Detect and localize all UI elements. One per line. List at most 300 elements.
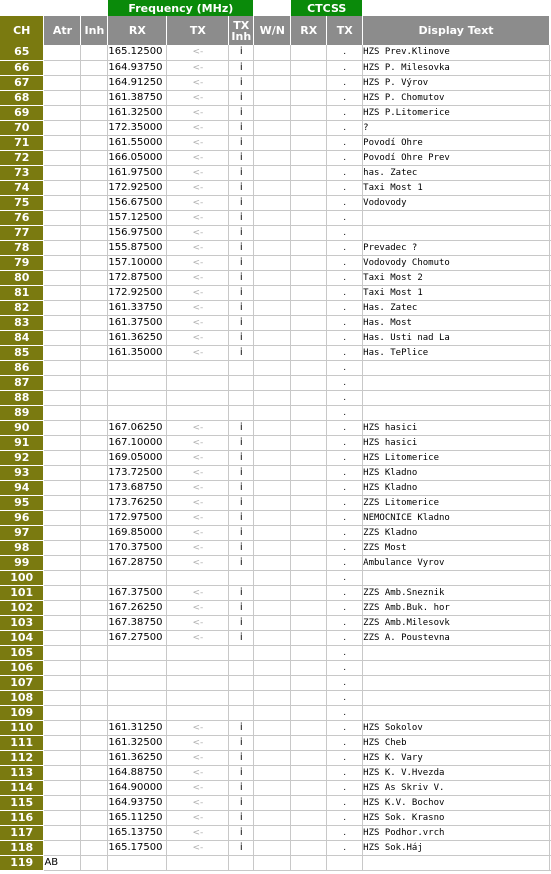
tx-frequency-cell[interactable]: <-	[167, 165, 229, 180]
tx-frequency-cell[interactable]	[167, 645, 229, 660]
inhibit-cell[interactable]	[81, 780, 108, 795]
channel-number-cell[interactable]: 114	[0, 780, 44, 795]
channel-number-cell[interactable]: 110	[0, 720, 44, 735]
display-text-cell[interactable]: HZS Sok. Krasno	[363, 810, 550, 825]
wide-narrow-cell[interactable]	[254, 225, 291, 240]
ctcss-rx-cell[interactable]	[291, 765, 327, 780]
inhibit-cell[interactable]	[81, 120, 108, 135]
tx-inhibit-cell[interactable]	[229, 675, 254, 690]
inhibit-cell[interactable]	[81, 345, 108, 360]
ctcss-rx-cell[interactable]	[291, 60, 327, 75]
display-text-cell[interactable]	[363, 690, 550, 705]
rx-frequency-cell[interactable]: 170.37500	[108, 540, 167, 555]
tx-frequency-cell[interactable]	[167, 855, 229, 870]
rx-frequency-cell[interactable]: 164.90000	[108, 780, 167, 795]
display-text-cell[interactable]	[363, 705, 550, 720]
rx-frequency-cell[interactable]: 172.35000	[108, 120, 167, 135]
tx-frequency-cell[interactable]: <-	[167, 555, 229, 570]
ctcss-rx-cell[interactable]	[291, 780, 327, 795]
table-row[interactable]	[0, 345, 551, 360]
attribute-cell[interactable]	[44, 465, 81, 480]
channel-number-cell[interactable]: 76	[0, 210, 44, 225]
tx-frequency-cell[interactable]	[167, 675, 229, 690]
ctcss-rx-cell[interactable]	[291, 420, 327, 435]
attribute-cell[interactable]	[44, 450, 81, 465]
tx-inhibit-cell[interactable]	[229, 570, 254, 585]
display-text-cell[interactable]: HZS P. Milesovka	[363, 60, 550, 75]
ctcss-tx-cell[interactable]: .	[327, 390, 363, 405]
rx-frequency-cell[interactable]: 157.12500	[108, 210, 167, 225]
table-row[interactable]	[0, 330, 551, 345]
wide-narrow-cell[interactable]	[254, 570, 291, 585]
tx-frequency-cell[interactable]: <-	[167, 435, 229, 450]
table-row[interactable]	[0, 375, 551, 390]
display-text-cell[interactable]: HZS Litomerice	[363, 450, 550, 465]
tx-inhibit-cell[interactable]: i	[229, 315, 254, 330]
tx-inhibit-cell[interactable]	[229, 705, 254, 720]
inhibit-cell[interactable]	[81, 705, 108, 720]
tx-frequency-cell[interactable]	[167, 375, 229, 390]
ctcss-tx-cell[interactable]: .	[327, 60, 363, 75]
channel-number-cell[interactable]: 72	[0, 150, 44, 165]
rx-frequency-cell[interactable]: 164.93750	[108, 60, 167, 75]
inhibit-cell[interactable]	[81, 825, 108, 840]
ctcss-rx-cell[interactable]	[291, 360, 327, 375]
attribute-cell[interactable]	[44, 270, 81, 285]
channel-number-cell[interactable]: 119	[0, 855, 44, 870]
inhibit-cell[interactable]	[81, 735, 108, 750]
table-row[interactable]	[0, 525, 551, 540]
ctcss-rx-cell[interactable]	[291, 630, 327, 645]
display-text-cell[interactable]	[363, 675, 550, 690]
ctcss-tx-cell[interactable]: .	[327, 540, 363, 555]
attribute-cell[interactable]	[44, 750, 81, 765]
inhibit-cell[interactable]	[81, 585, 108, 600]
tx-inhibit-cell[interactable]: i	[229, 720, 254, 735]
table-row[interactable]	[0, 765, 551, 780]
attribute-cell[interactable]	[44, 300, 81, 315]
channel-number-cell[interactable]: 88	[0, 390, 44, 405]
wide-narrow-cell[interactable]	[254, 120, 291, 135]
ctcss-rx-cell[interactable]	[291, 285, 327, 300]
attribute-cell[interactable]	[44, 360, 81, 375]
channel-number-cell[interactable]: 87	[0, 375, 44, 390]
channel-number-cell[interactable]: 116	[0, 810, 44, 825]
ctcss-tx-cell[interactable]: .	[327, 675, 363, 690]
channel-number-cell[interactable]: 106	[0, 660, 44, 675]
tx-frequency-cell[interactable]	[167, 570, 229, 585]
wide-narrow-cell[interactable]	[254, 240, 291, 255]
display-text-cell[interactable]	[363, 210, 550, 225]
table-row[interactable]	[0, 570, 551, 585]
display-text-cell[interactable]: ZZS Most	[363, 540, 550, 555]
display-text-cell[interactable]: ZZS Litomerice	[363, 495, 550, 510]
col-header-wn[interactable]: W/N	[254, 16, 291, 45]
tx-inhibit-cell[interactable]: i	[229, 180, 254, 195]
ctcss-rx-cell[interactable]	[291, 465, 327, 480]
table-row[interactable]	[0, 510, 551, 525]
table-row[interactable]	[0, 495, 551, 510]
ctcss-tx-cell[interactable]: .	[327, 795, 363, 810]
inhibit-cell[interactable]	[81, 660, 108, 675]
attribute-cell[interactable]	[44, 645, 81, 660]
attribute-cell[interactable]	[44, 570, 81, 585]
ctcss-tx-cell[interactable]: .	[327, 630, 363, 645]
tx-frequency-cell[interactable]: <-	[167, 120, 229, 135]
tx-inhibit-cell[interactable]: i	[229, 765, 254, 780]
channel-number-cell[interactable]: 77	[0, 225, 44, 240]
display-text-cell[interactable]: Prevadec ?	[363, 240, 550, 255]
channel-number-cell[interactable]: 67	[0, 75, 44, 90]
ctcss-tx-cell[interactable]: .	[327, 150, 363, 165]
inhibit-cell[interactable]	[81, 510, 108, 525]
inhibit-cell[interactable]	[81, 135, 108, 150]
wide-narrow-cell[interactable]	[254, 735, 291, 750]
inhibit-cell[interactable]	[81, 375, 108, 390]
ctcss-tx-cell[interactable]: .	[327, 525, 363, 540]
attribute-cell[interactable]	[44, 330, 81, 345]
table-row[interactable]	[0, 420, 551, 435]
rx-frequency-cell[interactable]: 161.97500	[108, 165, 167, 180]
display-text-cell[interactable]: Povodí Ohre	[363, 135, 550, 150]
display-text-cell[interactable]: ZZS Amb.Milesovk	[363, 615, 550, 630]
inhibit-cell[interactable]	[81, 555, 108, 570]
tx-inhibit-cell[interactable]: i	[229, 345, 254, 360]
channel-number-cell[interactable]: 112	[0, 750, 44, 765]
table-row[interactable]	[0, 120, 551, 135]
channel-number-cell[interactable]: 100	[0, 570, 44, 585]
attribute-cell[interactable]	[44, 765, 81, 780]
rx-frequency-cell[interactable]	[108, 360, 167, 375]
ctcss-rx-cell[interactable]	[291, 45, 327, 60]
ctcss-tx-cell[interactable]: .	[327, 720, 363, 735]
inhibit-cell[interactable]	[81, 330, 108, 345]
channel-number-cell[interactable]: 102	[0, 600, 44, 615]
tx-frequency-cell[interactable]: <-	[167, 315, 229, 330]
table-row[interactable]	[0, 465, 551, 480]
ctcss-rx-cell[interactable]	[291, 300, 327, 315]
rx-frequency-cell[interactable]: 161.33750	[108, 300, 167, 315]
inhibit-cell[interactable]	[81, 810, 108, 825]
rx-frequency-cell[interactable]	[108, 855, 167, 870]
rx-frequency-cell[interactable]: 165.17500	[108, 840, 167, 855]
rx-frequency-cell[interactable]	[108, 390, 167, 405]
table-row[interactable]	[0, 405, 551, 420]
inhibit-cell[interactable]	[81, 720, 108, 735]
ctcss-rx-cell[interactable]	[291, 540, 327, 555]
tx-inhibit-cell[interactable]: i	[229, 540, 254, 555]
attribute-cell[interactable]	[44, 615, 81, 630]
ctcss-tx-cell[interactable]: .	[327, 240, 363, 255]
inhibit-cell[interactable]	[81, 480, 108, 495]
rx-frequency-cell[interactable]	[108, 375, 167, 390]
ctcss-rx-cell[interactable]	[291, 210, 327, 225]
table-row[interactable]	[0, 240, 551, 255]
wide-narrow-cell[interactable]	[254, 825, 291, 840]
channel-number-cell[interactable]: 95	[0, 495, 44, 510]
table-row[interactable]	[0, 195, 551, 210]
tx-inhibit-cell[interactable]: i	[229, 495, 254, 510]
attribute-cell[interactable]	[44, 405, 81, 420]
rx-frequency-cell[interactable]: 164.93750	[108, 795, 167, 810]
ctcss-tx-cell[interactable]: .	[327, 105, 363, 120]
tx-frequency-cell[interactable]: <-	[167, 255, 229, 270]
display-text-cell[interactable]: Povodí Ohre Prev	[363, 150, 550, 165]
attribute-cell[interactable]	[44, 525, 81, 540]
ctcss-rx-cell[interactable]	[291, 390, 327, 405]
inhibit-cell[interactable]	[81, 690, 108, 705]
display-text-cell[interactable]: HZS Kladno	[363, 465, 550, 480]
inhibit-cell[interactable]	[81, 360, 108, 375]
attribute-cell[interactable]	[44, 840, 81, 855]
tx-frequency-cell[interactable]: <-	[167, 150, 229, 165]
channel-number-cell[interactable]: 105	[0, 645, 44, 660]
rx-frequency-cell[interactable]	[108, 570, 167, 585]
table-row[interactable]	[0, 615, 551, 630]
inhibit-cell[interactable]	[81, 240, 108, 255]
inhibit-cell[interactable]	[81, 420, 108, 435]
attribute-cell[interactable]	[44, 285, 81, 300]
tx-frequency-cell[interactable]: <-	[167, 330, 229, 345]
col-header-atr[interactable]: Atr	[44, 16, 81, 45]
display-text-cell[interactable]: Taxi Most 2	[363, 270, 550, 285]
tx-frequency-cell[interactable]	[167, 705, 229, 720]
tx-frequency-cell[interactable]: <-	[167, 195, 229, 210]
inhibit-cell[interactable]	[81, 645, 108, 660]
attribute-cell[interactable]	[44, 690, 81, 705]
tx-inhibit-cell[interactable]	[229, 390, 254, 405]
display-text-cell[interactable]: HZS hasici	[363, 435, 550, 450]
channel-number-cell[interactable]: 98	[0, 540, 44, 555]
tx-inhibit-cell[interactable]: i	[229, 270, 254, 285]
channel-number-cell[interactable]: 107	[0, 675, 44, 690]
ctcss-tx-cell[interactable]: .	[327, 765, 363, 780]
tx-frequency-cell[interactable]: <-	[167, 75, 229, 90]
rx-frequency-cell[interactable]: 173.76250	[108, 495, 167, 510]
ctcss-tx-cell[interactable]: .	[327, 585, 363, 600]
wide-narrow-cell[interactable]	[254, 75, 291, 90]
ctcss-tx-cell[interactable]: .	[327, 330, 363, 345]
ctcss-tx-cell[interactable]: .	[327, 345, 363, 360]
tx-frequency-cell[interactable]: <-	[167, 630, 229, 645]
tx-inhibit-cell[interactable]: i	[229, 465, 254, 480]
wide-narrow-cell[interactable]	[254, 330, 291, 345]
table-row[interactable]	[0, 810, 551, 825]
channel-number-cell[interactable]: 70	[0, 120, 44, 135]
inhibit-cell[interactable]	[81, 60, 108, 75]
wide-narrow-cell[interactable]	[254, 90, 291, 105]
table-row[interactable]	[0, 750, 551, 765]
table-row[interactable]	[0, 795, 551, 810]
channel-number-cell[interactable]: 91	[0, 435, 44, 450]
inhibit-cell[interactable]	[81, 195, 108, 210]
tx-frequency-cell[interactable]: <-	[167, 810, 229, 825]
col-header-ch[interactable]: CH	[0, 16, 44, 45]
tx-inhibit-cell[interactable]: i	[229, 840, 254, 855]
display-text-cell[interactable]: Has. Most	[363, 315, 550, 330]
rx-frequency-cell[interactable]: 173.68750	[108, 480, 167, 495]
ctcss-tx-cell[interactable]: .	[327, 555, 363, 570]
wide-narrow-cell[interactable]	[254, 765, 291, 780]
ctcss-tx-cell[interactable]: .	[327, 300, 363, 315]
wide-narrow-cell[interactable]	[254, 525, 291, 540]
wide-narrow-cell[interactable]	[254, 105, 291, 120]
wide-narrow-cell[interactable]	[254, 180, 291, 195]
ctcss-tx-cell[interactable]: .	[327, 750, 363, 765]
attribute-cell[interactable]	[44, 240, 81, 255]
table-row[interactable]	[0, 435, 551, 450]
tx-inhibit-cell[interactable]: i	[229, 525, 254, 540]
tx-inhibit-cell[interactable]: i	[229, 735, 254, 750]
ctcss-rx-cell[interactable]	[291, 165, 327, 180]
channel-number-cell[interactable]: 103	[0, 615, 44, 630]
tx-frequency-cell[interactable]: <-	[167, 45, 229, 60]
table-row[interactable]	[0, 630, 551, 645]
attribute-cell[interactable]	[44, 660, 81, 675]
ctcss-tx-cell[interactable]: .	[327, 480, 363, 495]
table-row[interactable]	[0, 135, 551, 150]
wide-narrow-cell[interactable]	[254, 615, 291, 630]
rx-frequency-cell[interactable]: 172.97500	[108, 510, 167, 525]
inhibit-cell[interactable]	[81, 225, 108, 240]
ctcss-tx-cell[interactable]: .	[327, 270, 363, 285]
ctcss-tx-cell[interactable]: .	[327, 120, 363, 135]
ctcss-tx-cell[interactable]: .	[327, 405, 363, 420]
display-text-cell[interactable]: Taxi Most 1	[363, 285, 550, 300]
inhibit-cell[interactable]	[81, 165, 108, 180]
tx-inhibit-cell[interactable]: i	[229, 165, 254, 180]
rx-frequency-cell[interactable]: 167.06250	[108, 420, 167, 435]
ctcss-rx-cell[interactable]	[291, 555, 327, 570]
channel-number-cell[interactable]: 80	[0, 270, 44, 285]
inhibit-cell[interactable]	[81, 405, 108, 420]
wide-narrow-cell[interactable]	[254, 285, 291, 300]
tx-frequency-cell[interactable]: <-	[167, 225, 229, 240]
rx-frequency-cell[interactable]: 165.11250	[108, 810, 167, 825]
rx-frequency-cell[interactable]	[108, 675, 167, 690]
channel-number-cell[interactable]: 92	[0, 450, 44, 465]
tx-inhibit-cell[interactable]	[229, 690, 254, 705]
inhibit-cell[interactable]	[81, 75, 108, 90]
inhibit-cell[interactable]	[81, 210, 108, 225]
ctcss-rx-cell[interactable]	[291, 495, 327, 510]
ctcss-tx-cell[interactable]: .	[327, 660, 363, 675]
tx-frequency-cell[interactable]: <-	[167, 585, 229, 600]
ctcss-tx-cell[interactable]: .	[327, 810, 363, 825]
channel-number-cell[interactable]: 97	[0, 525, 44, 540]
tx-inhibit-cell[interactable]: i	[229, 195, 254, 210]
ctcss-rx-cell[interactable]	[291, 855, 327, 870]
tx-frequency-cell[interactable]	[167, 405, 229, 420]
table-row[interactable]	[0, 720, 551, 735]
ctcss-tx-cell[interactable]: .	[327, 75, 363, 90]
display-text-cell[interactable]: ZZS A. Poustevna	[363, 630, 550, 645]
table-row[interactable]	[0, 255, 551, 270]
attribute-cell[interactable]: AB	[44, 855, 81, 870]
table-row[interactable]	[0, 180, 551, 195]
attribute-cell[interactable]	[44, 345, 81, 360]
rx-frequency-cell[interactable]: 169.85000	[108, 525, 167, 540]
channel-number-cell[interactable]: 66	[0, 60, 44, 75]
ctcss-tx-cell[interactable]: .	[327, 465, 363, 480]
ctcss-rx-cell[interactable]	[291, 660, 327, 675]
attribute-cell[interactable]	[44, 705, 81, 720]
ctcss-rx-cell[interactable]	[291, 525, 327, 540]
table-row[interactable]	[0, 210, 551, 225]
wide-narrow-cell[interactable]	[254, 435, 291, 450]
channel-number-cell[interactable]: 109	[0, 705, 44, 720]
table-row[interactable]	[0, 165, 551, 180]
tx-frequency-cell[interactable]	[167, 690, 229, 705]
display-text-cell[interactable]: HZS K. V.Hvezda	[363, 765, 550, 780]
display-text-cell[interactable]: HZS P.Litomerice	[363, 105, 550, 120]
ctcss-rx-cell[interactable]	[291, 315, 327, 330]
tx-frequency-cell[interactable]: <-	[167, 525, 229, 540]
attribute-cell[interactable]	[44, 630, 81, 645]
tx-inhibit-cell[interactable]: i	[229, 300, 254, 315]
tx-frequency-cell[interactable]: <-	[167, 105, 229, 120]
ctcss-rx-cell[interactable]	[291, 645, 327, 660]
wide-narrow-cell[interactable]	[254, 450, 291, 465]
wide-narrow-cell[interactable]	[254, 645, 291, 660]
display-text-cell[interactable]: HZS Prev.Klinove	[363, 45, 550, 60]
attribute-cell[interactable]	[44, 675, 81, 690]
attribute-cell[interactable]	[44, 795, 81, 810]
display-text-cell[interactable]	[363, 375, 550, 390]
attribute-cell[interactable]	[44, 735, 81, 750]
inhibit-cell[interactable]	[81, 840, 108, 855]
tx-inhibit-cell[interactable]: i	[229, 135, 254, 150]
ctcss-tx-cell[interactable]: .	[327, 705, 363, 720]
display-text-cell[interactable]: Taxi Most 1	[363, 180, 550, 195]
channel-number-cell[interactable]: 111	[0, 735, 44, 750]
ctcss-rx-cell[interactable]	[291, 675, 327, 690]
tx-frequency-cell[interactable]: <-	[167, 720, 229, 735]
table-row[interactable]	[0, 735, 551, 750]
wide-narrow-cell[interactable]	[254, 600, 291, 615]
rx-frequency-cell[interactable]: 164.88750	[108, 765, 167, 780]
wide-narrow-cell[interactable]	[254, 405, 291, 420]
ctcss-rx-cell[interactable]	[291, 840, 327, 855]
channel-number-cell[interactable]: 78	[0, 240, 44, 255]
tx-frequency-cell[interactable]: <-	[167, 300, 229, 315]
attribute-cell[interactable]	[44, 210, 81, 225]
channel-number-cell[interactable]: 73	[0, 165, 44, 180]
table-row[interactable]	[0, 780, 551, 795]
attribute-cell[interactable]	[44, 105, 81, 120]
inhibit-cell[interactable]	[81, 450, 108, 465]
display-text-cell[interactable]: Vodovody	[363, 195, 550, 210]
ctcss-tx-cell[interactable]: .	[327, 615, 363, 630]
display-text-cell[interactable]	[363, 570, 550, 585]
inhibit-cell[interactable]	[81, 630, 108, 645]
table-row[interactable]	[0, 75, 551, 90]
ctcss-tx-cell[interactable]: .	[327, 285, 363, 300]
tx-frequency-cell[interactable]: <-	[167, 495, 229, 510]
ctcss-rx-cell[interactable]	[291, 240, 327, 255]
wide-narrow-cell[interactable]	[254, 360, 291, 375]
wide-narrow-cell[interactable]	[254, 510, 291, 525]
wide-narrow-cell[interactable]	[254, 135, 291, 150]
rx-frequency-cell[interactable]: 172.87500	[108, 270, 167, 285]
tx-frequency-cell[interactable]: <-	[167, 465, 229, 480]
ctcss-rx-cell[interactable]	[291, 135, 327, 150]
display-text-cell[interactable]	[363, 645, 550, 660]
channel-number-cell[interactable]: 117	[0, 825, 44, 840]
attribute-cell[interactable]	[44, 45, 81, 60]
inhibit-cell[interactable]	[81, 750, 108, 765]
tx-frequency-cell[interactable]: <-	[167, 825, 229, 840]
